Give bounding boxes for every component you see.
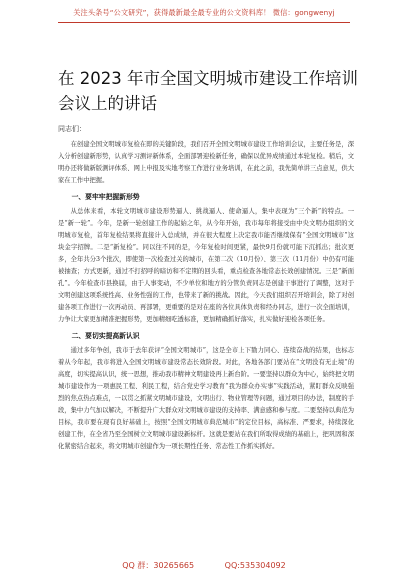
section-2-heading: 二、要切实提高新认识 xyxy=(71,332,140,340)
footer-qq: QQ:535304092 xyxy=(224,561,286,570)
intro-paragraph: 在创建全国文明城市复检在即的关键阶段，我们召开全国文明城市建设工作培训会议，主要任务是，深入分析创建新形势，认真学习测评新体系，全面部署迎检新任务，确保以优异成绩通过本轮复检。稍后，文明办还将做新版测评体系、网上申报及实地考察工作进行业务培训，在此之前，我先简单讲三点意见，供大家在工作中把握。 xyxy=(58,141,354,184)
document-title: 在 2023 年市全国文明城市建设工作培训会议上的讲话 xyxy=(58,69,358,113)
footer-qq-group: QQ 群：30265665 xyxy=(122,561,195,570)
document-body xyxy=(58,139,354,453)
section-2-paragraph: 通过多年争创，我市于去年获评“全国文明城市”，这是全市上下勠力同心、连续奋战的结果，也标志着从今年起，我市将进入全国文明城市建设常态长效阶段。对此，各地各部门要站在“文明没有无止境”的高度，切实提高认识，统一思想，推动我市精神文明建设再上新台阶。一要坚持以群众为中心，始终把文明城市建设作为一项惠民工程、利民工程，结合党史学习教育“我为群众办实事”实践活动，紧盯群众反映强烈的焦点热点难点，一以贯之抓紧文明城市建设，文明出行、物业管理等问题，通过项目的办法，制度的手段，集中力气加以解决，不断提升广大群众对文明城市建设的支持率、满意感和参与度。二要坚持以典范为目标，我市要在现有良好基础上，按照“全国文明城市典范城市”的定位目标，高标准、严要求，持续深化创建工作，在全省乃至全国树立文明城市建设新标杆。这就是要站在我们所取得成绩的基础上，把巩固和深化紧密结合起来，将文明城市创建作为一项长期性任务、常态性工作抓实抓好。 xyxy=(58,347,354,450)
footer xyxy=(0,560,408,571)
banner-text: 关注头条号“公文研究”，获得最新最全最专业的公文资料库！ 微信：gongwenyj xyxy=(73,8,335,17)
top-banner xyxy=(0,0,408,28)
banner-divider xyxy=(58,22,350,23)
section-1-paragraph: 从总体来看，本轮文明城市建设形势逼人、挑战逼人、使命逼人，集中表现为“三个新”的特点。一是“新一轮”。今年，是新一轮创建工作的起始之年，从今年开始，我市每年将接受由中央文明办组织的文明城市复检，首年复检结果将直接计入总成绩，并在很大程度上决定我市能否继续保有“全国文明城市”这块金字招牌。二是“新复检”。同以往不同的是，今年复检时间更紧，最快9月份就可能下沉抓出；批次更多，全年共分3个批次，即使第一次检查过关的城市，在第二次（10月份）、第三次（11月份）中仍有可能被抽查；方式更新，通过不打招呼的暗访和不定期的回头看，重点检查各地常态长效创建情况。三是“新面孔”。今年检查市县换届，由于人事变动，不少单位和地方的分管负责同志是创建干事进行了调整，这对于文明创建这项系统性高、业务性强的工作，也带来了新的挑战。因此，今天我们组织召开培训会，除了对创建各项工作进行一次再动员、再部署，更重要的是对在座的各位具体负责和经办同志，进行一次全面培训，力争让大家更加精准把握形势，更加精细吃透标准，更加精确抓好落实，扎实做好迎检各项任务。 xyxy=(58,208,354,323)
salutation: 同志们： xyxy=(58,125,86,133)
section-1-heading: 一、要牢牢把握新形势 xyxy=(71,193,140,201)
